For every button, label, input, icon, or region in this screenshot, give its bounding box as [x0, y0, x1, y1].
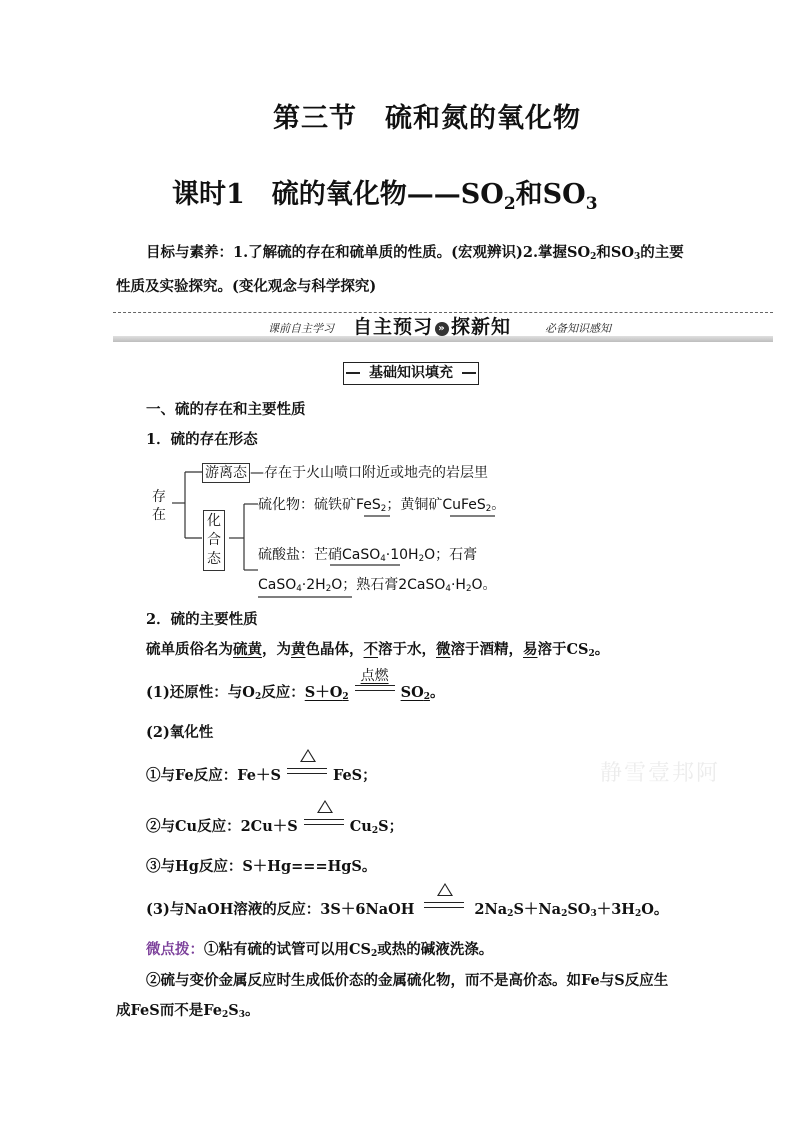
lesson-title-prefix: 课时1 硫的氧化物——SO	[172, 179, 504, 210]
subsection-heading: 1．硫的存在形态	[146, 431, 258, 448]
lesson-title-mid: 和SO	[515, 179, 586, 210]
gypsum-row	[258, 574, 497, 594]
plaster-text: ；熟石膏$2CaSO_4\cdot H_2O$。	[342, 577, 497, 595]
tree-root-char: 在	[152, 507, 166, 523]
reaction-condition: 点燃	[360, 668, 389, 684]
goals-sub: 2	[590, 252, 597, 263]
goals-text: 目标与素养：1.了解硫的存在和硫单质的性质。(宏观辨识)2.掌握SO	[146, 244, 591, 261]
existence-tree	[150, 458, 550, 598]
hg-reaction: ③与Hg反应：S＋Hg===HgS。	[146, 858, 377, 875]
banner-main-text	[353, 312, 511, 339]
free-state-text: —存在于火山喷口附近或地壳的岩层里	[250, 465, 488, 481]
chalcopyrite-formula: CuFeS$_2$	[442, 497, 492, 515]
reaction-equals-sign	[355, 668, 395, 694]
heat-equals-sign	[287, 767, 327, 777]
pyrite-formula: FeS$_2$	[356, 497, 387, 515]
tip-1: 微点拨：①粘有硫的试管可以用$CS_2$或热的碱液洗涤。	[146, 941, 494, 960]
banner-main-b: 探新知	[451, 316, 512, 338]
learning-goals	[116, 238, 684, 302]
page-title: 第三节 硫和氮的氧化物	[273, 103, 581, 134]
free-state-row	[202, 462, 488, 482]
gypsum-label: ；石膏	[435, 547, 478, 563]
fe-reaction: ①与Fe反应：Fe＋S FeS；	[146, 764, 377, 785]
goals-text: 的主要性质及实验探究。(变化观念与科学探究)	[116, 244, 684, 296]
heat-triangle-icon	[300, 749, 316, 762]
banner-right-text: 必备知识感知	[545, 322, 611, 335]
heat-equals-sign	[424, 901, 464, 911]
sulfate-label: 硫酸盐：芒硝	[258, 547, 342, 563]
goals-text: 和SO	[596, 244, 634, 261]
combined-char: 合	[207, 532, 221, 548]
sulfide-row	[258, 494, 505, 514]
section-tag: 基础知识填充	[343, 362, 479, 385]
combined-state-box	[203, 510, 225, 571]
lesson-title-sub: 2	[503, 194, 516, 214]
tree-root	[152, 488, 168, 524]
glauber-formula: $CaSO_4\cdot 10H_2O$	[342, 547, 436, 565]
heat-equals-sign	[304, 818, 344, 828]
cu-reaction: ②与Cu反应：2Cu＋S $Cu_2S$；	[146, 815, 403, 836]
heat-triangle-icon	[317, 800, 333, 813]
gypsum-formula: $CaSO_4\cdot 2H_2O$	[258, 577, 343, 595]
end-mark: 。	[491, 497, 506, 513]
lesson-title	[172, 172, 598, 214]
sulfur-description: 硫单质俗名为硫黄，为黄色晶体，不溶于水，微溶于酒精，易溶于$CS_2$。	[146, 641, 610, 660]
tip-2: ②硫与变价金属反应时生成低价态的金属硫化物，而不是高价态。如Fe与S反应生成FeS而不是$Fe_2S_3$。	[116, 972, 669, 1021]
banner-main-a: 自主预习	[353, 316, 434, 338]
reduction-line: (1)还原性：与$O_2$反应：$S+O_2$ 点燃 $SO_2$。	[146, 681, 444, 702]
tip-lead: 微点拨：	[146, 941, 204, 958]
section-heading: 一、硫的存在和主要性质	[146, 401, 306, 418]
combined-char: 化	[207, 513, 221, 529]
product-formula: $SO_2$	[400, 684, 430, 703]
watermark-text: 静雪壹邦阿	[600, 761, 721, 786]
banner-left-text: 课前自主学习	[268, 322, 334, 335]
heat-triangle-icon	[437, 883, 453, 896]
subsection-heading: 2．硫的主要性质	[146, 611, 258, 628]
combined-char: 态	[207, 551, 221, 567]
oxidation-heading: (2)氧化性	[146, 724, 214, 741]
tree-root-char: 存	[152, 489, 166, 505]
section-banner	[113, 308, 773, 344]
sulfate-row	[258, 544, 477, 564]
lesson-title-sub: 3	[585, 194, 598, 214]
sulfide-label: 硫化物：硫铁矿	[258, 497, 356, 513]
goals-sub: 3	[633, 252, 641, 263]
reactant-formula: $S+O_2$	[304, 684, 349, 703]
double-arrow-icon: »	[435, 322, 449, 336]
chalcopyrite-label: ；黄铜矿	[386, 497, 443, 513]
naoh-reaction: (3)与NaOH溶液的反应：3S＋6NaOH $2Na_2S+Na_2SO_3+3H_2O$。	[146, 898, 668, 919]
free-state-box: 游离态	[202, 463, 250, 483]
